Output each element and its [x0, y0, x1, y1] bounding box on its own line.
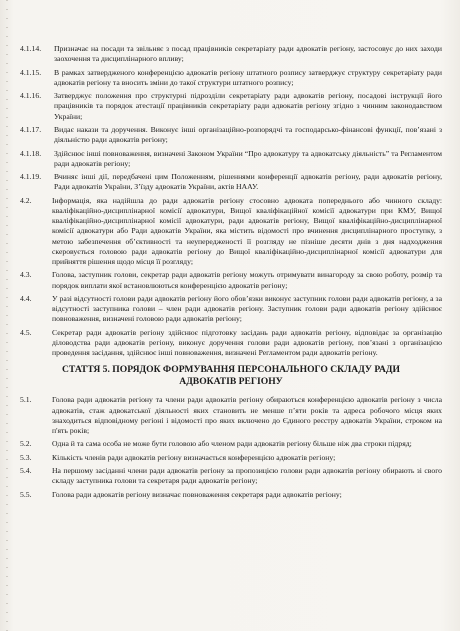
- clause-4-3: [20, 270, 442, 290]
- clause-4-1-18: [20, 149, 442, 169]
- clause-5-4: [20, 466, 442, 486]
- clause-5-3: [20, 453, 442, 463]
- clause-text: Здійснює інші повноваження, визначені Законом України “Про адвокатуру та адвокатську діяльність” та Регламентом ради адвокатів регіону;: [54, 148, 442, 168]
- clause-text: У разі відсутності голови ради адвокатів регіону його обов’язки виконує заступник голови ради адвокатів регіону, а за відсутності заступника голови – член ради адвокатів регіону. Заступник голови ради адвокатів регіону здійснює повноваження, визначені головою ради адвокатів регіону;: [52, 293, 442, 324]
- clause-5-1: [20, 395, 442, 436]
- clause-number: 4.2.: [20, 195, 32, 205]
- clause-text: Кількість членів ради адвокатів регіону визначається конференцією адвокатів регіону;: [52, 452, 336, 462]
- clause-text: Видає накази та доручення. Виконує інші організаційно-розпорядчі та господарсько-фінансові функції, пов’язані з діяльністю ради адвокатів регіону;: [54, 124, 442, 145]
- binding-holes: [6, 0, 8, 631]
- article-5-heading: [20, 364, 442, 388]
- clause-text: Затверджує положення про структурні підрозділи секретаріату ради адвокатів регіону, посадові інструкції його працівників та порядок атестації працівників секретаріату ради адвокатів регіону згідно з чинним законодавством України;: [54, 91, 442, 121]
- clause-number: 4.1.17.: [20, 124, 42, 134]
- clause-4-2: [20, 196, 442, 267]
- clause-number: 4.1.14.: [20, 44, 42, 53]
- clause-text: Голова ради адвокатів регіону визначає повноваження секретаря ради адвокатів регіону;: [52, 489, 342, 499]
- clause-number: 4.1.18.: [20, 148, 42, 158]
- clause-text: На першому засіданні члени ради адвокатів регіону за пропозицією голови ради адвокатів регіону обирають зі свого складу заступника голови та секретаря ради адвокатів регіону;: [52, 466, 442, 486]
- clause-number: 4.1.15.: [20, 67, 42, 77]
- clause-5-2: [20, 439, 442, 449]
- clause-number: 4.1.16.: [20, 91, 42, 101]
- clause-number: 4.1.19.: [20, 172, 42, 182]
- clause-number: 5.3.: [20, 452, 32, 462]
- clause-text: Секретар ради адвокатів регіону здійснює підготовку засідань ради адвокатів регіону, відповідає за організацію діловодства ради адвокатів регіону, виконує доручення голови ради адвокатів регіону, пов’язані з організацією проведення засідання, здійснює інші повноваження, визначені Регламентом ради адвокатів регіону.: [52, 327, 442, 358]
- clause-4-1-17: [20, 125, 442, 145]
- clause-number: 4.4.: [20, 293, 32, 303]
- clause-number: 5.1.: [20, 395, 32, 405]
- article-heading-line-1: СТАТТЯ 5. ПОРЯДОК ФОРМУВАННЯ ПЕРСОНАЛЬНОГО СКЛАДУ РАДИ: [61, 364, 400, 376]
- clause-text: Вчиняє інші дії, передбачені цим Положенням, рішеннями конференції адвокатів регіону, ради адвокатів регіону, Ради адвокатів України, З’їзду адвокатів України, актів НААУ.: [54, 172, 442, 192]
- clause-text: Голова, заступник голови, секретар ради адвокатів регіону можуть отримувати винагороду за свою роботу, розмір та порядок виплати якої встановлюються конференцією адвокатів регіону;: [52, 270, 442, 290]
- clause-number: 5.5.: [20, 489, 32, 499]
- clause-text: Інформація, яка надійшла до ради адвокатів регіону стосовно адвоката попереднього або чинного складу: кваліфікаційно-дисциплінарної комісії адвокатури, Вищої кваліфікаційної комісії адвокатури при КМУ, Вищої кваліфікаційно-дисциплінарної комісії адвокатури, ради адвокатів регіону, Вищої кваліфікаційно-дисциплінарної комісії адвокатури або Ради адвокатів України, яка містить відомості про вчинення дисциплінарного проступку, з метою забезпечення об’єктивності та неупередженості її розгляду не пізніше десяти днів з дня надходження скеровується головою ради адвокатів регіону до Вищої кваліфікаційно-дисциплінарної комісії адвокатури для прийняття рішення щодо місця її розгляду;: [52, 195, 442, 266]
- clause-text: В рамках затвердженого конференцією адвокатів регіону штатного розпису затверджує структуру секретаріату ради адвокатів регіону та вносить зміни до такої структури штатного розпису;: [54, 67, 442, 87]
- article-heading-line-2: АДВОКАТІВ РЕГІОНУ: [179, 376, 283, 388]
- clause-text: Одна й та сама особа не може бути головою або членом ради адвокатів регіону більше ніж два строки підряд;: [52, 439, 412, 449]
- clause-4-1-16: [20, 91, 442, 122]
- clause-4-4: [20, 294, 442, 325]
- document-body: [20, 44, 442, 503]
- clause-4-1-19: [20, 172, 442, 192]
- clause-number: 5.2.: [20, 439, 32, 449]
- clause-4-1-14: [20, 44, 442, 64]
- clause-number: 4.3.: [20, 270, 32, 280]
- clause-4-1-15: [20, 68, 442, 88]
- clause-5-5: [20, 490, 442, 500]
- clause-number: 5.4.: [20, 466, 32, 476]
- clause-text: Призначає на посади та звільняє з посад працівників секретаріату ради адвокатів регіону, застосовує до них заходи заохочення та дисциплінарного впливу;: [54, 44, 442, 64]
- clause-number: 4.5.: [20, 327, 32, 337]
- clause-4-5: [20, 328, 442, 359]
- clause-text: Голова ради адвокатів регіону та члени ради адвокатів регіону обираються конференцією адвокатів регіону з числа адвокатів, стаж адвокатської діяльності яких становить не менше п’яти років та адреса робочого місця яких знаходиться відповідному регіоні і відомості про яких включено до Єдиного реєстру адвокатів України, строком на п'ять років;: [52, 395, 442, 435]
